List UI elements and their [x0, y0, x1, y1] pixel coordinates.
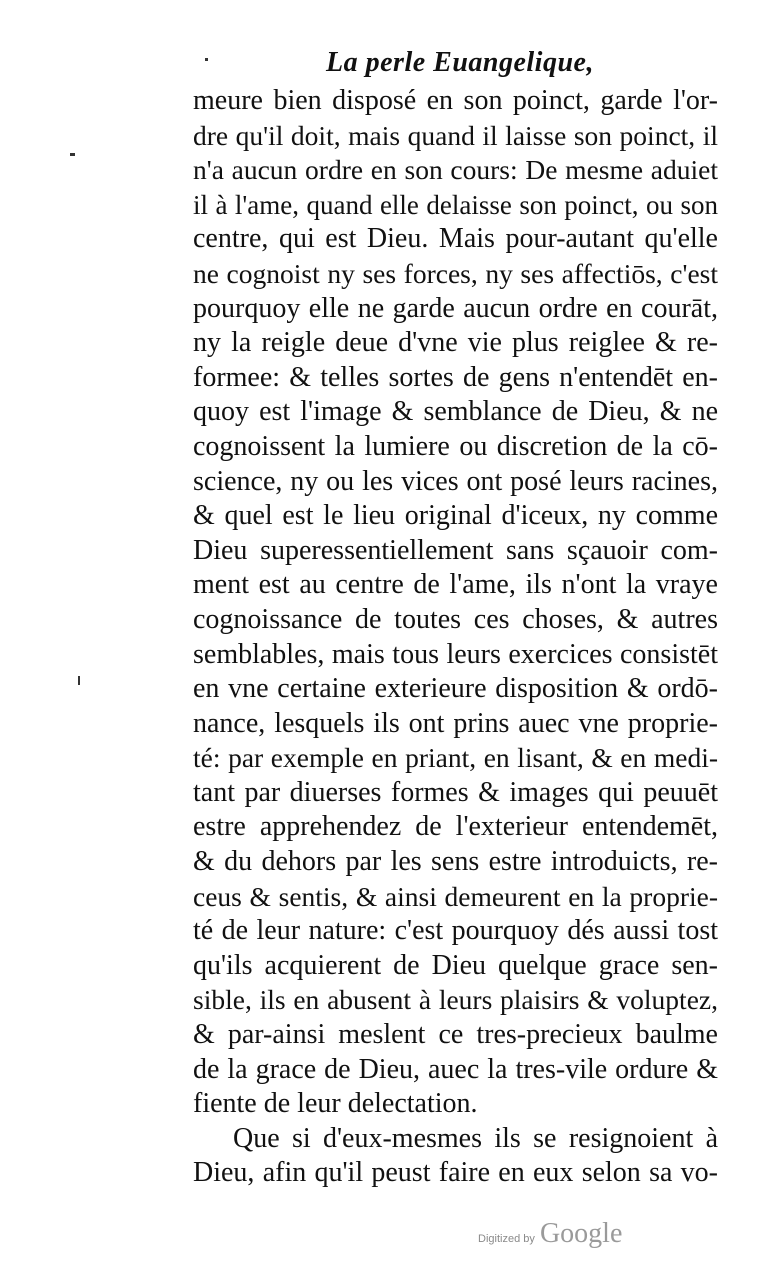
text-line: ceus & sentis, & ainsi demeurent en la proprie- — [193, 880, 718, 912]
margin-speck — [205, 58, 208, 61]
text-line: de la grace de Dieu, auec la tres-vile ordure & — [193, 1053, 718, 1085]
text-line: science, ny ou les vices ont posé leurs racines, — [193, 465, 718, 497]
body-text — [193, 84, 718, 1191]
text-line: cognoissent la lumiere ou discretion de la cō- — [193, 430, 718, 462]
text-line: té: par exemple en priant, en lisant, & en medi- — [193, 742, 718, 774]
text-line: & quel est le lieu original d'iceux, ny comme — [193, 500, 718, 532]
text-line: en vne certaine exterieure disposition & ordō- — [193, 673, 718, 705]
text-line: estre apprehendez de l'exterieur entendemēt, — [193, 811, 718, 843]
text-line: il à l'ame, quand elle delaisse son poinct, ou son — [193, 189, 718, 220]
text-line: pourquoy elle ne garde aucun ordre en courāt, — [193, 292, 718, 324]
text-line: n'a aucun ordre en son cours: De mesme aduiet — [193, 154, 718, 186]
text-line: ment est au centre de l'ame, ils n'ont la vraye — [193, 569, 718, 601]
text-line: centre, qui est Dieu. Mais pour-autant qu'elle — [193, 223, 718, 255]
digitized-by-google-watermark — [478, 1218, 622, 1250]
text-line: & par-ainsi meslent ce tres-precieux baulme — [193, 1019, 718, 1051]
text-line: tant par diuerses formes & images qui peuuēt — [193, 776, 718, 808]
paragraph-start-line: Que si d'eux-mesmes ils se resignoient à — [233, 1122, 718, 1154]
text-line: quoy est l'image & semblance de Dieu, & ne — [193, 396, 718, 428]
text-line: té de leur nature: c'est pourquoy dés aussi tost — [193, 915, 718, 947]
text-line: ne cognoist ny ses forces, ny ses affectiōs, c'est — [193, 257, 718, 289]
text-line: formee: & telles sortes de gens n'entendēt en- — [193, 361, 718, 393]
margin-speck — [78, 676, 80, 685]
text-line: sible, ils en abusent à leurs plaisirs & voluptez, — [193, 984, 718, 1016]
text-line: ny la reigle deue d'vne vie plus reiglee & re- — [193, 327, 718, 359]
text-line: dre qu'il doit, mais quand il laisse son poinct, il — [193, 119, 718, 151]
running-head: La perle Euangelique, — [326, 47, 594, 78]
margin-speck — [70, 153, 75, 156]
google-logo: Google — [539, 1218, 623, 1249]
text-line: qu'ils acquierent de Dieu quelque grace sen- — [193, 949, 718, 981]
text-line: cognoissance de toutes ces choses, & autres — [193, 603, 718, 635]
text-line: nance, lesquels ils ont prins auec vne proprie- — [193, 707, 718, 739]
text-line: meure bien disposé en son poinct, garde l'or- — [193, 85, 718, 116]
text-line: & du dehors par les sens estre introduicts, re- — [193, 846, 718, 878]
watermark-prefix: Digitized by — [478, 1233, 535, 1245]
text-line: fiente de leur delectation. — [193, 1088, 478, 1120]
text-line: Dieu superessentiellement sans sçauoir com- — [193, 534, 718, 566]
text-line: Dieu, afin qu'il peust faire en eux selon sa vo- — [193, 1157, 718, 1189]
text-line: semblables, mais tous leurs exercices consistēt — [193, 638, 718, 670]
